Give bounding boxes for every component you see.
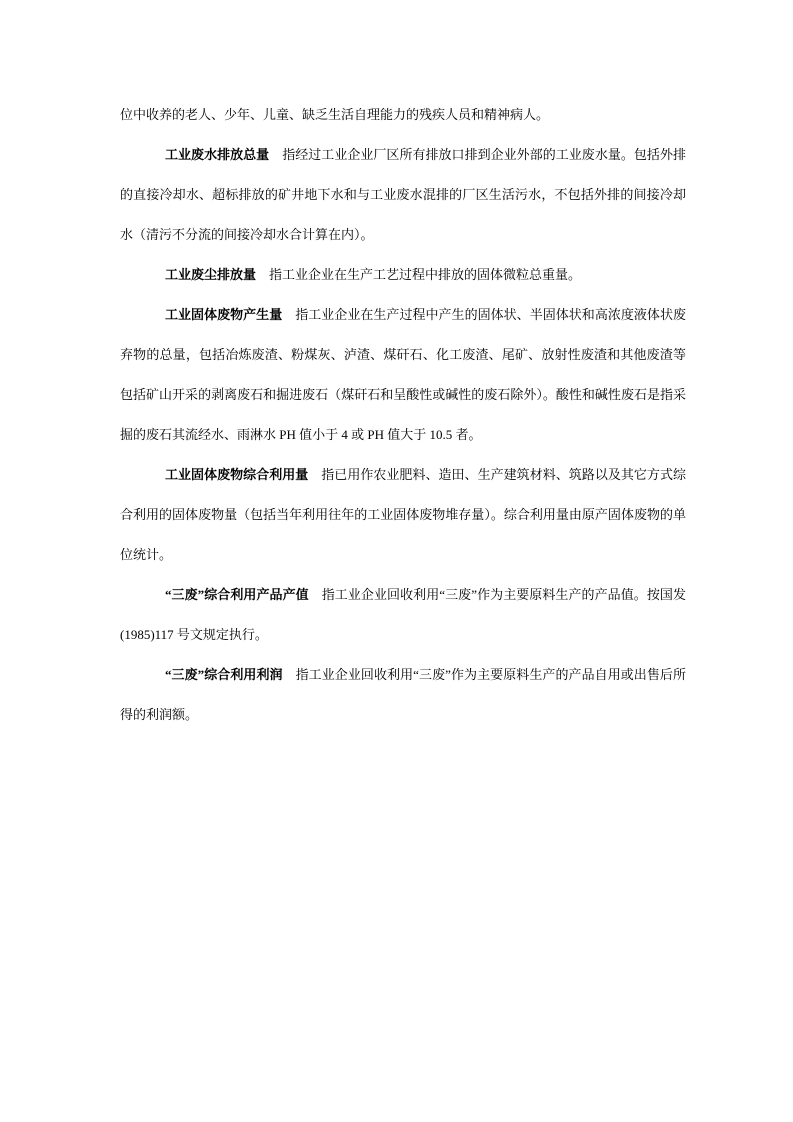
term-heading: 工业固体废物产生量: [165, 307, 283, 322]
paragraph-industrial-dust: [120, 255, 686, 295]
term-heading: 工业废尘排放量: [165, 267, 257, 282]
definition-text: 指经过工业企业厂区所有排放口排到企业外部的工业废水量。包括外排的直接冷却水、超标排放的矿井地下水和与工业废水混排的厂区生活污水，不包括外排的间接冷却水（清污不分流的间接冷却水合计算在内）。: [120, 147, 686, 242]
definition-text: 位中收养的老人、少年、儿童、缺乏生活自理能力的残疾人员和精神病人。: [120, 107, 550, 122]
paragraph-three-wastes-profit: [120, 655, 686, 735]
term-heading: 工业废水排放总量: [165, 147, 270, 162]
paragraph-solid-waste-output: [120, 295, 686, 455]
definition-text: 指已用作农业肥料、造田、生产建筑材料、筑路以及其它方式综合利用的固体废物量（包括当年利用往年的工业固体废物堆存量）。综合利用量由原产固体废物的单位统计。: [120, 467, 686, 562]
definition-text: 指工业企业在生产过程中产生的固体状、半固体状和高浓度液体状废弃物的总量，包括冶炼废渣、粉煤灰、泸渣、煤矸石、化工废渣、尾矿、放射性废渣和其他废渣等包括矿山开采的剥离废石和掘进废石（煤矸石和呈酸性或碱性的废石除外）。酸性和碱性废石是指采掘的废石其流经水、雨淋水 PH 值小于 4 或 PH 值大于 10.5 者。: [120, 307, 686, 442]
definition-text: 指工业企业回收利用“三废”作为主要原料生产的产品自用或出售后所得的利润额。: [120, 667, 686, 722]
paragraph-continuation: [120, 95, 686, 135]
paragraph-three-wastes-product-value: [120, 575, 686, 655]
definition-text: 指工业企业回收利用“三废”作为主要原料生产的产品值。按国发(1985)117 号文规定执行。: [120, 587, 686, 642]
definition-text: 指工业企业在生产工艺过程中排放的固体微粒总重量。: [269, 267, 582, 282]
term-heading: “三废”综合利用利润: [165, 667, 283, 682]
paragraph-solid-waste-utilization: [120, 455, 686, 575]
text-block: [120, 95, 686, 735]
paragraph-industrial-wastewater: [120, 135, 686, 255]
term-heading: “三废”综合利用产品产值: [165, 587, 309, 602]
term-heading: 工业固体废物综合利用量: [165, 467, 309, 482]
